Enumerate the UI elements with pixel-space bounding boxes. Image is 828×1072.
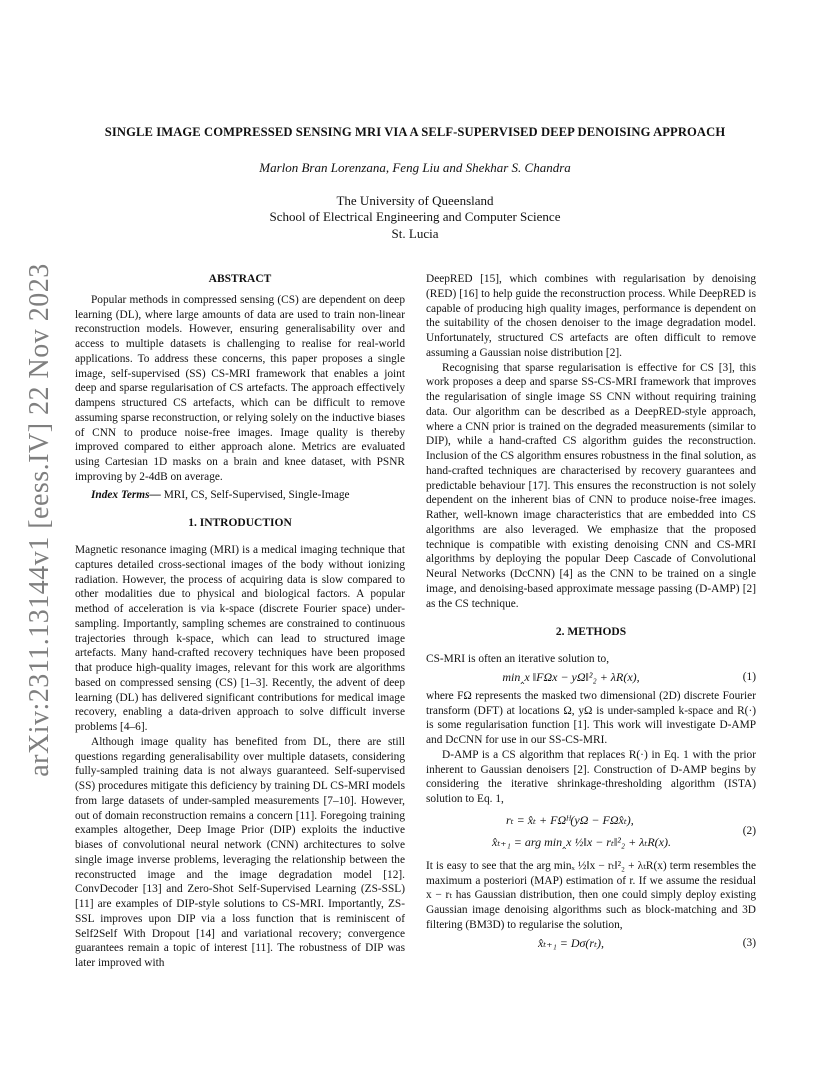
affiliation-school: School of Electrical Engineering and Computer Science [269, 209, 561, 225]
methods-heading: 2. METHODS [555, 626, 627, 639]
intro-paragraph-3: DeepRED [15], which combines with regularisation by denoising (RED) [16] to help guide the reconstruction process. While DeepRED is capable of producing high quality images, performance is dependent on the suitability of the chosen denoiser to the image degradation model. Unfortunately, structured CS artefacts are often difficult to remove assuming a Gaussian noise distribution [2]. [426, 273, 756, 359]
index-terms-value: MRI, CS, Self-Supervised, Single-Image [163, 488, 350, 501]
abstract-heading: ABSTRACT [208, 273, 272, 285]
arxiv-stamp [8, 263, 72, 777]
left-column [75, 272, 405, 971]
methods-paragraph-2: where FΩ represents the masked two dimensional (2D) discrete Fourier transform (DFT) at locations Ω, yΩ is under-sampled k-space and R(·) is some regularisation function [1]. This work will investigate D-AMP and DcCNN for use in our SS-CS-MRI. [426, 689, 756, 746]
equation-1-number: (1) [742, 670, 756, 683]
equation-3-body: x̂ₜ₊₁ = Dσ(rₜ), [537, 935, 605, 950]
intro-paragraph-4: Recognising that sparse regularisation is effective for CS [3], this work proposes a deep and sparse SS-CS-MRI framework that improves the regularisation of single image SS CNN without requiring training data. Our algorithm can be described as a DeepRED-style approach, where a CNN prior is trained on the degraded measurements (similar to DIP), while a hand-crafted CS algorithm guides the reconstruction. Inclusion of the CS algorithm ensures robustness in the final solution, as hand-crafted techniques are characterised by recovery guarantees and predictable behaviour [17]. This ensures the reconstruction is not solely dependent on the inherent bias of CNN to produce noise-free images. Rather, well-known image characteristics that are embedded into CS algorithms are also leveraged. We emphasize that the proposed technique is compatible with existing denoising CNN and CS-MRI algorithms by deploying the popular Deep Cascade of Convolutional Neural Networks (DcCNN) [4] as the CNN to be trained on a single image, and denoising-based approximate message passing (D-AMP) [2] as the CS technique. [426, 361, 756, 610]
affiliation [120, 193, 710, 242]
right-column [426, 272, 756, 955]
equation-2-line-2: x̂ₜ₊₁ = arg min‸x ½‖x − rₜ‖²₂ + λₜR(x). [492, 834, 671, 849]
paper-title: SINGLE IMAGE COMPRESSED SENSING MRI VIA A SELF-SUPERVISED DEEP DENOISING APPROACH [104, 125, 726, 139]
intro-paragraph-1: Magnetic resonance imaging (MRI) is a medical imaging technique that captures detailed cross-sectional images of the body without ionizing radiation. However, the process of acquiring data is slow compared to other modalities due to physical and biological factors. A popular method of acceleration is via k-space (discrete Fourier space) under-sampling. Importantly, sampling schemes are constrained to continuous trajectories through k-space, which can lead to structured image artefacts. Many hand-crafted recovery techniques have been proposed that produce high-quality images, relevant for this work are algorithms based on compressed sensing (CS) [1–3]. Recently, the advent of deep learning (DL) has delivered significant contributions for medical image recovery, enabling a data-driven approach to solve difficult inverse problems [4–6]. [75, 544, 405, 733]
equation-2-line-1: rₜ = x̂ₜ + FΩᴴ(yΩ − FΩx̂ₜ), [506, 812, 634, 827]
index-terms [75, 488, 405, 503]
arxiv-id[interactable]: arXiv:2311.13144v1 [eess.IV] 22 Nov 2023 [24, 263, 55, 777]
abstract-text: Popular methods in compressed sensing (CS) are dependent on deep learning (DL), where large amounts of data are used to train non-linear reconstruction models. However, ensuring generalisability over and access to multiple datasets is challenging to realise for real-world applications. To address these concerns, this paper proposes a single image, self-supervised (SS) CS-MRI framework that enables a joint deep and sparse regularisation of CS artefacts. The approach effectively dampens structured CS artefacts, which can be difficult to remove assuming sparse reconstruction, or relying solely on the inductive biases of CNN to produce noise-free images. Image quality is thereby improved compared to either approach alone. Metrics are evaluated using Cartesian 1D masks on a brain and knee dataset, with PSNR improving by 2-4dB on average. [75, 293, 405, 483]
paper-authors: Marlon Bran Lorenzana, Feng Liu and Shekhar S. Chandra [259, 160, 571, 175]
equation-1-body: min‸x ‖FΩx − yΩ‖²₂ + λR(x), [502, 669, 640, 684]
methods-paragraph-3: D-AMP is a CS algorithm that replaces R(·) in Eq. 1 with the prior inherent to Gaussian denoisers [2]. Construction of D-AMP begins by considering the iterative shrinkage-thresholding algorithm (ISTA) solution to Eq. 1, [426, 748, 756, 805]
affiliation-university: The University of Queensland [336, 193, 494, 208]
index-terms-label: Index Terms— [91, 488, 161, 501]
equation-3-number: (3) [742, 936, 756, 949]
equation-2 [426, 811, 756, 855]
methods-paragraph-1: CS-MRI is often an iterative solution to, [426, 653, 610, 665]
affiliation-location: St. Lucia [391, 225, 439, 241]
equation-3 [426, 936, 756, 952]
introduction-heading: 1. INTRODUCTION [188, 517, 292, 530]
intro-paragraph-2: Although image quality has benefited from DL, there are still questions regarding generalisability over multiple datasets, considering fully-sampled training data is not always guaranteed. Self-supervised (SS) procedures mitigate this deficiency by training DL CS-MRI models from large datasets of under-sampled measurements [7–10]. However, out of domain reconstruction remains a concern [11]. Foregoing training examples altogether, Deep Image Prior (DIP) exploits the inductive biases of convolutional neural network (CNN) architectures to solve single image inverse problems, leveraging the relationship between the reconstructed image and the image degradation model [12]. ConvDecoder [13] and Zero-Shot Self-Supervised Learning (ZS-SSL) [11] are examples of DIP-style solutions to CS-MRI. Importantly, ZS-SSL improves upon DIP via a loss function that is reminiscent of Self2Self With Dropout [14] and variational recovery; convergence guarantees remain a topic of interest [11]. The robustness of DIP was later improved with [75, 735, 405, 969]
equation-1 [426, 670, 756, 686]
methods-paragraph-4: It is easy to see that the arg minₓ ½‖x − rₜ‖²₂ + λₜR(x) term resembles the maximum a posteriori (MAP) estimation of r. If we assume the residual x − rₜ has Gaussian distribution, then one could simply deploy existing Gaussian image denoising algorithms such as block-matching and 3D filtering (BM3D) to regularise the solution, [426, 859, 756, 931]
equation-2-number: (2) [742, 824, 756, 837]
